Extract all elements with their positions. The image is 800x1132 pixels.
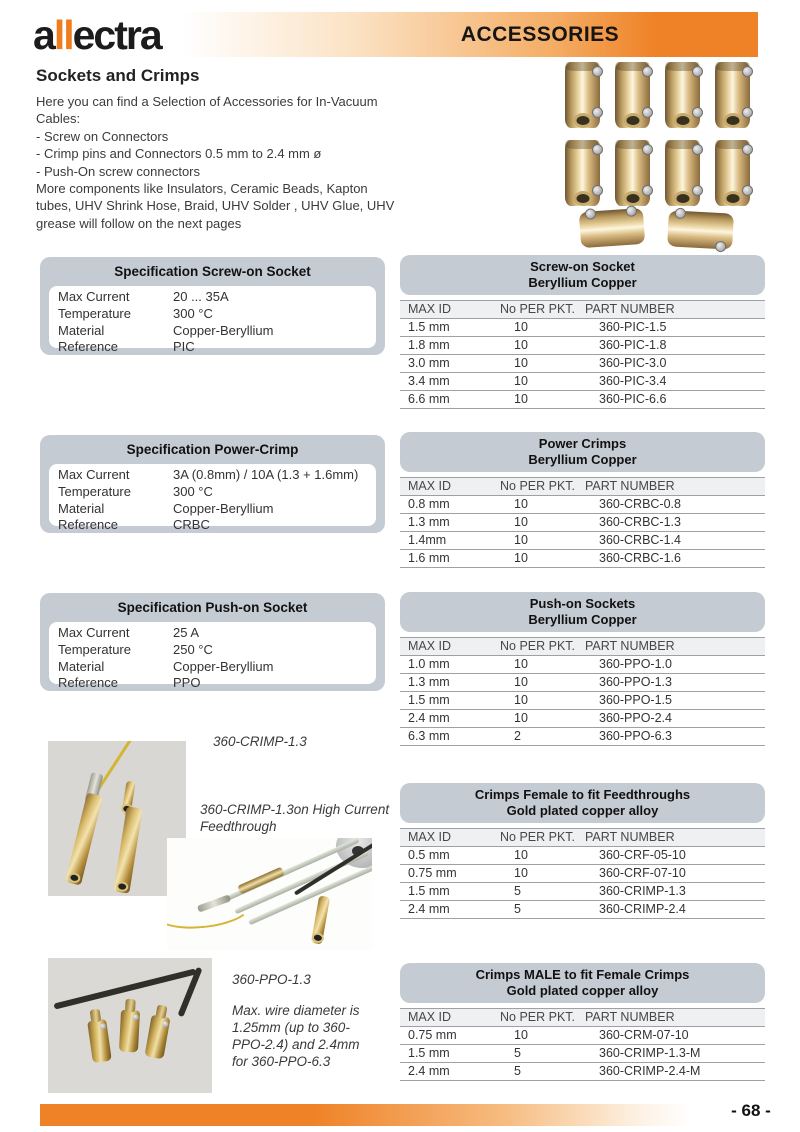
col-header: PART NUMBER <box>585 302 675 316</box>
cell: 0.5 mm <box>408 848 450 862</box>
cell: 360-PIC-3.4 <box>599 374 667 388</box>
page-title: Sockets and Crimps <box>36 66 200 85</box>
screw-knob <box>592 144 603 155</box>
screw-knob <box>742 185 753 196</box>
photo-crimp-pins <box>48 741 186 896</box>
cell: 10 <box>514 848 528 862</box>
table-row <box>400 710 765 728</box>
spec-label: Reference <box>58 517 118 533</box>
intro-line: - Push-On screw connectors <box>36 163 201 179</box>
screw-knob <box>625 205 637 217</box>
table-title <box>400 255 765 295</box>
gold-pin <box>65 792 103 885</box>
socket-cylinder <box>579 208 645 248</box>
spec-box-screw-on-socket <box>40 257 385 355</box>
spec-label: Reference <box>58 675 118 691</box>
cell: 10 <box>514 497 528 511</box>
spec-row <box>49 289 376 306</box>
page-number: - 68 - <box>731 1101 771 1120</box>
cell: 2 <box>514 729 521 743</box>
col-header: PART NUMBER <box>585 1010 675 1024</box>
cell: 10 <box>514 866 528 880</box>
cell: 5 <box>514 1064 521 1078</box>
spec-row <box>49 659 376 676</box>
cell: 2.4 mm <box>408 1064 450 1078</box>
spec-label: Temperature <box>58 483 131 499</box>
screw-knob <box>692 144 703 155</box>
spec-value: 25 A <box>173 625 200 640</box>
col-header: No PER PKT. <box>500 1010 576 1024</box>
label-line: Max. wire diameter is <box>232 1003 360 1018</box>
cell: 360-CRM-07-10 <box>599 1028 689 1042</box>
cell: 1.8 mm <box>408 338 450 352</box>
spec-value: Copper-Beryllium <box>173 322 274 338</box>
screw-knob <box>692 66 703 77</box>
cell: 1.5 mm <box>408 320 450 334</box>
spec-box-title: Specification Power-Crimp <box>126 442 299 457</box>
socket-cylinder <box>667 210 734 249</box>
table-title-line: Crimps MALE to fit Female Crimps <box>475 967 690 982</box>
col-header: MAX ID <box>408 830 452 844</box>
cell: 360-CRIMP-2.4-M <box>599 1064 701 1078</box>
screw-knob <box>692 107 703 118</box>
cell: 10 <box>514 533 528 547</box>
spec-row <box>49 323 376 340</box>
spec-row <box>49 642 376 659</box>
spec-label: Max Current <box>58 289 130 304</box>
table-header-row <box>400 828 765 847</box>
cell: 1.5 mm <box>408 1046 450 1060</box>
spec-row <box>49 484 376 501</box>
spec-box-body <box>49 286 376 355</box>
table-row <box>400 1063 765 1081</box>
table-row <box>400 865 765 883</box>
spec-label: Material <box>58 658 105 674</box>
screw-knob <box>742 144 753 155</box>
spec-value: PPO <box>173 675 201 691</box>
screw-knob <box>592 107 603 118</box>
spec-value: CRBC <box>173 517 210 533</box>
table-crimps-female <box>400 783 765 919</box>
table-row <box>400 1045 765 1063</box>
cell: 2.4 mm <box>408 902 450 916</box>
cell: 360-PIC-1.5 <box>599 320 667 334</box>
spec-box-power-crimp <box>40 435 385 533</box>
spec-value: 250 °C <box>173 641 213 657</box>
cell: 1.3 mm <box>408 515 450 529</box>
spec-label: Temperature <box>58 641 131 657</box>
socket-cylinder <box>565 62 600 128</box>
cell: 1.4mm <box>408 533 447 547</box>
intro-line: Here you can find a Selection of Accessories for In-Vacuum <box>36 94 378 109</box>
cell: 10 <box>514 392 528 406</box>
table-row <box>400 532 765 550</box>
push-on-pin <box>119 1010 140 1053</box>
col-header: PART NUMBER <box>585 639 675 653</box>
label-crimp-1-3: 360-CRIMP-1.3 <box>213 734 307 749</box>
table-title <box>400 963 765 1003</box>
spec-box-title: Specification Push-on Socket <box>117 600 308 615</box>
table-row <box>400 692 765 710</box>
table-header-row <box>400 300 765 319</box>
intro-line: Cables: <box>36 111 81 127</box>
table-push-on-sockets <box>400 592 765 746</box>
screw-knob <box>715 241 727 253</box>
cell: 10 <box>514 320 528 334</box>
cell: 3.4 mm <box>408 374 450 388</box>
cell: 360-CRF-07-10 <box>599 866 686 880</box>
table-header-row <box>400 477 765 496</box>
spec-row <box>49 339 376 356</box>
label-ppo-note <box>232 1002 360 1070</box>
logo-text: a <box>33 12 54 58</box>
photo-ppo-pins-allen-key <box>48 958 212 1093</box>
spec-value: Copper-Beryllium <box>173 658 274 674</box>
socket-cylinder <box>615 62 650 128</box>
logo-ll-bars: ll <box>53 12 73 58</box>
screw-knob <box>692 185 703 196</box>
spec-value: Copper-Beryllium <box>173 500 274 516</box>
push-on-pin <box>144 1015 170 1060</box>
photo-high-current-feedthrough <box>167 838 372 950</box>
intro-line: - Screw on Connectors <box>36 128 169 144</box>
table-title-line: Beryllium Copper <box>528 452 637 467</box>
spec-box-body <box>49 464 376 533</box>
cell: 360-CRIMP-1.3 <box>599 884 686 898</box>
cell: 360-CRBC-0.8 <box>599 497 681 511</box>
intro-text <box>36 93 394 232</box>
socket-cylinder <box>715 62 750 128</box>
cell: 10 <box>514 356 528 370</box>
spec-box-push-on-socket <box>40 593 385 691</box>
cell: 10 <box>514 551 528 565</box>
cell: 10 <box>514 675 528 689</box>
spec-value: 20 ... 35A <box>173 289 229 304</box>
screw-knob <box>742 66 753 77</box>
table-row <box>400 391 765 409</box>
table-title <box>400 432 765 472</box>
table-row <box>400 1027 765 1045</box>
cell: 10 <box>514 1028 528 1042</box>
table-screw-on-socket <box>400 255 765 409</box>
cell: 3.0 mm <box>408 356 450 370</box>
screw-knob <box>675 208 687 220</box>
intro-line: More components like Insulators, Ceramic Beads, Kapton <box>36 181 368 197</box>
cell: 360-PIC-6.6 <box>599 392 667 406</box>
gold-pin <box>311 895 330 944</box>
cell: 0.75 mm <box>408 866 457 880</box>
col-header: PART NUMBER <box>585 830 675 844</box>
table-title-line: Power Crimps <box>538 436 627 451</box>
screw-knob <box>742 107 753 118</box>
table-title-line: Beryllium Copper <box>528 612 637 627</box>
spec-value: PIC <box>173 339 195 355</box>
cell: 1.5 mm <box>408 884 450 898</box>
label-line: PPO-2.4) and 2.4mm <box>232 1037 360 1052</box>
spec-label: Material <box>58 500 105 516</box>
screw-knob <box>642 66 653 77</box>
table-row <box>400 355 765 373</box>
table-title-line: Screw-on Socket <box>530 259 635 274</box>
table-row <box>400 847 765 865</box>
col-header: No PER PKT. <box>500 830 576 844</box>
intro-line: - Crimp pins and Connectors 0.5 mm to 2.4 mm ø <box>36 146 322 162</box>
table-row <box>400 728 765 746</box>
table-row <box>400 496 765 514</box>
table-title <box>400 592 765 632</box>
col-header: PART NUMBER <box>585 479 675 493</box>
col-header: MAX ID <box>408 639 452 653</box>
col-header: No PER PKT. <box>500 639 576 653</box>
col-header: MAX ID <box>408 302 452 316</box>
table-row <box>400 550 765 568</box>
cell: 10 <box>514 657 528 671</box>
banner-title: ACCESSORIES <box>460 22 620 46</box>
screw-knob <box>642 185 653 196</box>
cell: 360-CRBC-1.4 <box>599 533 681 547</box>
socket-cylinder <box>565 140 600 206</box>
screw-knob <box>642 144 653 155</box>
screw-knob <box>642 107 653 118</box>
screw-knob <box>592 185 603 196</box>
table-title-line: Gold plated copper alloy <box>506 983 659 998</box>
table-row <box>400 337 765 355</box>
table-row <box>400 656 765 674</box>
col-header: MAX ID <box>408 479 452 493</box>
cell: 10 <box>514 338 528 352</box>
spec-value: 300 °C <box>173 483 213 499</box>
cell: 360-CRBC-1.6 <box>599 551 681 565</box>
cell: 2.4 mm <box>408 711 450 725</box>
spec-label: Reference <box>58 339 118 355</box>
spec-row <box>49 501 376 518</box>
table-title <box>400 783 765 823</box>
photo-screw-on-sockets <box>545 57 790 255</box>
table-row <box>400 901 765 919</box>
col-header: MAX ID <box>408 1010 452 1024</box>
spec-box-body <box>49 622 376 691</box>
cell: 360-CRF-05-10 <box>599 848 686 862</box>
socket-cylinder <box>715 140 750 206</box>
spec-value: 300 °C <box>173 305 213 321</box>
cell: 1.6 mm <box>408 551 450 565</box>
cell: 0.75 mm <box>408 1028 457 1042</box>
cell: 360-PPO-1.0 <box>599 657 672 671</box>
cell: 5 <box>514 1046 521 1060</box>
cell: 360-PPO-1.3 <box>599 675 672 689</box>
spec-row <box>49 467 376 484</box>
cell: 10 <box>514 515 528 529</box>
screw-knob <box>592 66 603 77</box>
allectra-logo <box>33 12 161 59</box>
cell: 10 <box>514 711 528 725</box>
table-row <box>400 373 765 391</box>
cell: 1.3 mm <box>408 675 450 689</box>
spec-row <box>49 306 376 323</box>
spec-box-title: Specification Screw-on Socket <box>114 264 311 279</box>
cell: 0.8 mm <box>408 497 450 511</box>
cell: 10 <box>514 693 528 707</box>
cell: 360-PPO-1.5 <box>599 693 672 707</box>
label-line: Feedthrough <box>200 819 277 834</box>
cell: 6.6 mm <box>408 392 450 406</box>
col-header: No PER PKT. <box>500 479 576 493</box>
spec-row <box>49 675 376 692</box>
cell: 360-PIC-1.8 <box>599 338 667 352</box>
table-row <box>400 514 765 532</box>
table-row <box>400 674 765 692</box>
cell: 1.0 mm <box>408 657 450 671</box>
cell: 360-CRBC-1.3 <box>599 515 681 529</box>
table-title-line: Push-on Sockets <box>529 596 636 611</box>
cell: 360-CRIMP-1.3-M <box>599 1046 701 1060</box>
table-row <box>400 883 765 901</box>
table-header-row <box>400 637 765 656</box>
cell: 6.3 mm <box>408 729 450 743</box>
push-on-pin <box>87 1019 112 1063</box>
label-line: 360-CRIMP-1.3on High Current <box>200 802 390 817</box>
cell: 360-PIC-3.0 <box>599 356 667 370</box>
intro-line: tubes, UHV Shrink Hose, Braid, UHV Solder , UHV Glue, UHV <box>36 198 395 214</box>
spec-label: Temperature <box>58 305 131 321</box>
socket-cylinder <box>665 140 700 206</box>
label-crimp-feedthrough <box>200 801 389 835</box>
accessories-banner <box>182 12 758 57</box>
col-header: No PER PKT. <box>500 302 576 316</box>
label-ppo-1-3: 360-PPO-1.3 <box>232 972 311 987</box>
spec-value: 3A (0.8mm) / 10A (1.3 + 1.6mm) <box>173 467 359 482</box>
screw-knob <box>585 208 597 220</box>
table-header-row <box>400 1008 765 1027</box>
spec-label: Max Current <box>58 467 130 482</box>
socket-cylinder <box>615 140 650 206</box>
label-line: for 360-PPO-6.3 <box>232 1054 331 1069</box>
cell: 5 <box>514 902 521 916</box>
footer-bar <box>40 1104 690 1126</box>
table-row <box>400 319 765 337</box>
gold-pin <box>113 806 142 893</box>
table-power-crimps <box>400 432 765 568</box>
cell: 1.5 mm <box>408 693 450 707</box>
spec-label: Material <box>58 322 105 338</box>
cell: 360-PPO-6.3 <box>599 729 672 743</box>
socket-cylinder <box>665 62 700 128</box>
cell: 360-PPO-2.4 <box>599 711 672 725</box>
cell: 5 <box>514 884 521 898</box>
cell: 360-CRIMP-2.4 <box>599 902 686 916</box>
spec-row <box>49 625 376 642</box>
spec-label: Max Current <box>58 625 130 640</box>
table-title-line: Beryllium Copper <box>528 275 637 290</box>
intro-line: grease will follow on the next pages <box>36 215 242 231</box>
cell: 10 <box>514 374 528 388</box>
table-crimps-male <box>400 963 765 1081</box>
label-line: 1.25mm (up to 360- <box>232 1020 350 1035</box>
spec-row <box>49 517 376 534</box>
logo-text: ectra <box>72 12 161 58</box>
table-title-line: Gold plated copper alloy <box>506 803 659 818</box>
table-title-line: Crimps Female to fit Feedthroughs <box>474 787 691 802</box>
